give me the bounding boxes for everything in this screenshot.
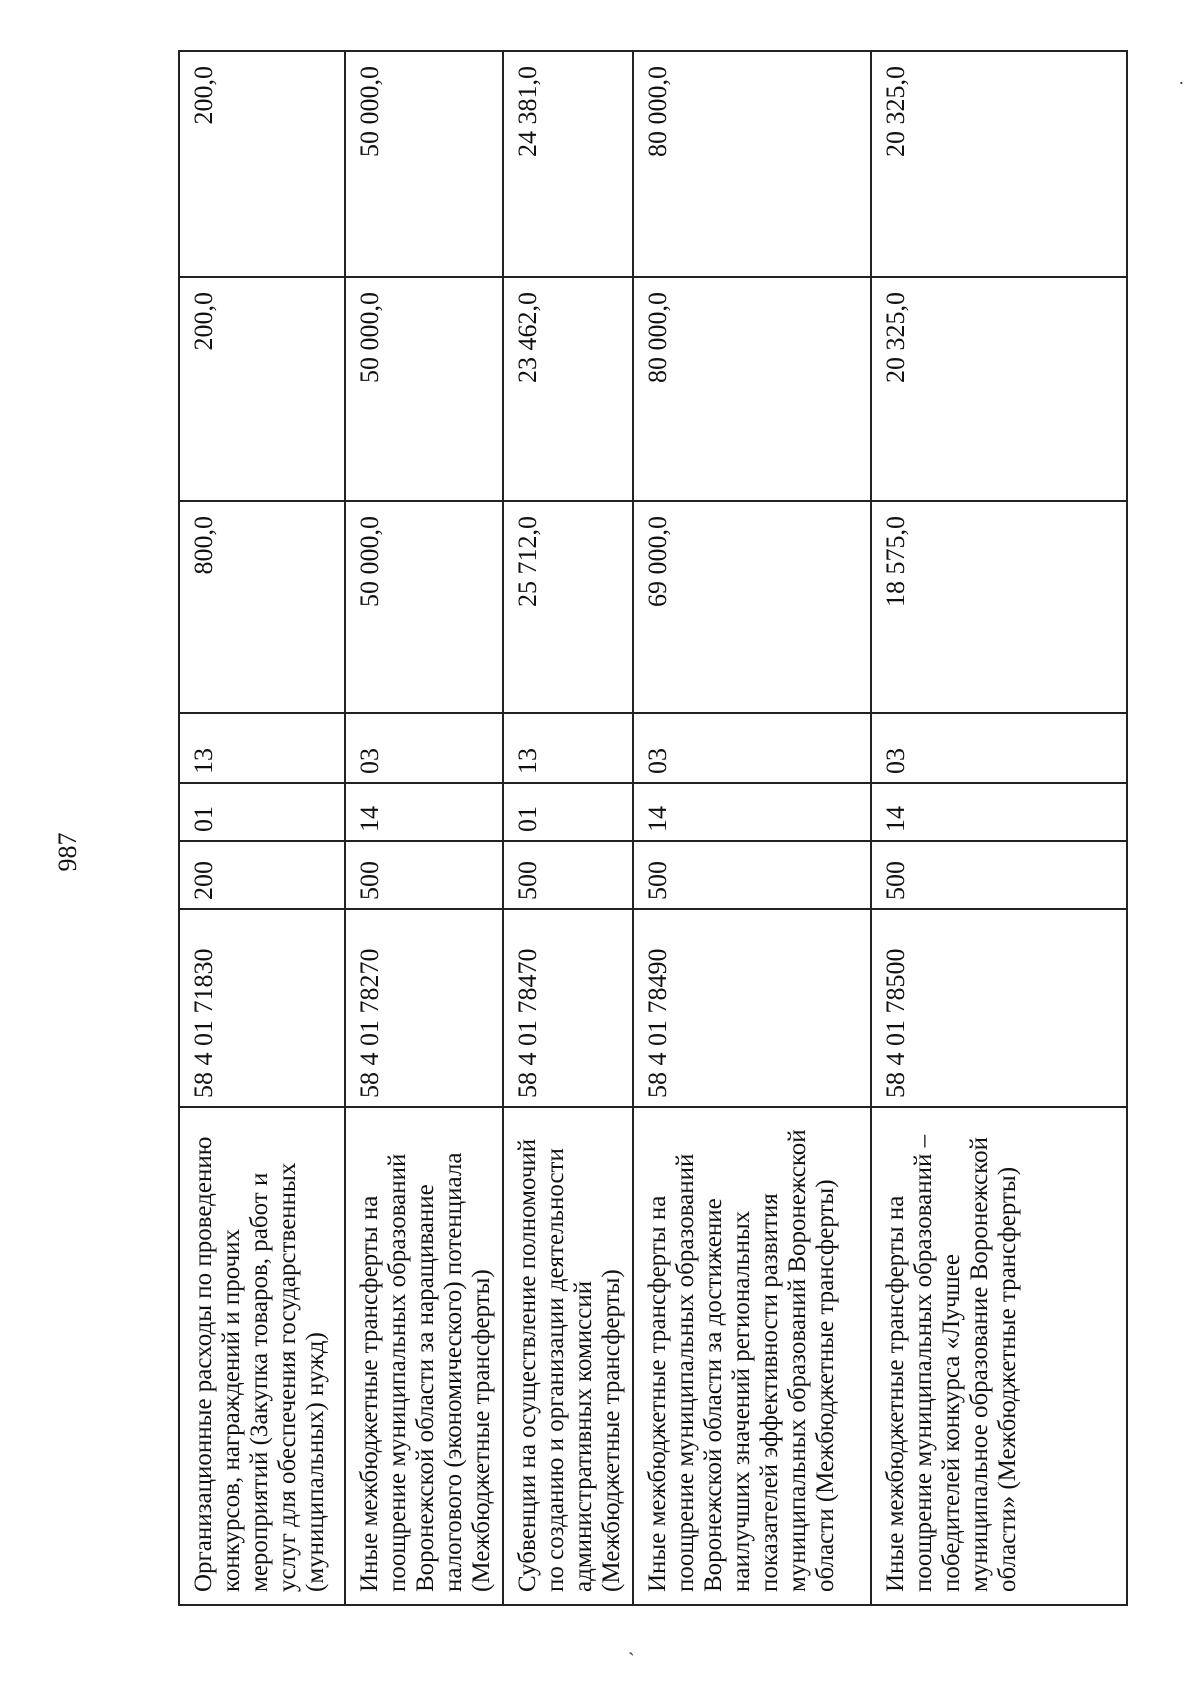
expense-type-cell: 500 [345, 841, 503, 909]
target-code-cell: 58 4 01 78500 [871, 909, 1127, 1107]
section-cell: 14 [345, 783, 503, 841]
subsection-cell: 03 [345, 713, 503, 783]
subsection-cell: 13 [179, 713, 345, 783]
amount-1-cell: 50 000,0 [345, 501, 503, 713]
row-description: Организационные расходы по проведению конкурсов, награждений и прочих мероприятий (Закупка товаров, работ и услуг для обеспечения государственных (муниципальных) нужд) [179, 1107, 345, 1605]
target-code-cell: 58 4 01 71830 [179, 909, 345, 1107]
amount-2-cell: 50 000,0 [345, 277, 503, 501]
amount-1-cell: 800,0 [179, 501, 345, 713]
subsection-cell: 13 [503, 713, 633, 783]
section-cell: 14 [871, 783, 1127, 841]
target-code-cell: 58 4 01 78470 [503, 909, 633, 1107]
section-cell: 01 [503, 783, 633, 841]
scan-speck: ˏ [628, 1634, 635, 1656]
amount-3-cell: 80 000,0 [633, 51, 871, 277]
amount-3-cell: 50 000,0 [345, 51, 503, 277]
expense-type-cell: 500 [503, 841, 633, 909]
row-description: Иные межбюджетные трансферты на поощрение муниципальных образований – победителей конкурса «Лучшее муниципальное образование Воронежской области» (Межбюджетные трансферты) [871, 1107, 1127, 1605]
table-row [503, 51, 633, 1605]
amount-1-cell: 25 712,0 [503, 501, 633, 713]
budget-table-frame [178, 52, 1126, 1606]
subsection-cell: 03 [871, 713, 1127, 783]
table-row [871, 51, 1127, 1605]
amount-2-cell: 20 325,0 [871, 277, 1127, 501]
table-row [633, 51, 871, 1605]
subsection-cell: 03 [633, 713, 871, 783]
table-row [345, 51, 503, 1605]
amount-2-cell: 80 000,0 [633, 277, 871, 501]
amount-3-cell: 24 381,0 [503, 51, 633, 277]
expense-type-cell: 500 [633, 841, 871, 909]
budget-table [178, 50, 1128, 1606]
target-code-cell: 58 4 01 78270 [345, 909, 503, 1107]
table-row [179, 51, 345, 1605]
amount-2-cell: 200,0 [179, 277, 345, 501]
amount-3-cell: 200,0 [179, 51, 345, 277]
row-description: Иные межбюджетные трансферты на поощрение муниципальных образований Воронежской области за достижение наилучших значений региональных показателей эффективности развития муниципальных образований Воронежской области (Межбюджетные трансферты) [633, 1107, 871, 1605]
expense-type-cell: 500 [871, 841, 1127, 909]
budget-table-rotated [178, 52, 1126, 1606]
section-cell: 14 [633, 783, 871, 841]
amount-2-cell: 23 462,0 [503, 277, 633, 501]
row-description: Иные межбюджетные трансферты на поощрение муниципальных образований Воронежской области за наращивание налогового (экономического) потенциала (Межбюджетные трансферты) [345, 1107, 503, 1605]
section-cell: 01 [179, 783, 345, 841]
page-number: 987 [53, 832, 82, 872]
amount-1-cell: 18 575,0 [871, 501, 1127, 713]
amount-1-cell: 69 000,0 [633, 501, 871, 713]
expense-type-cell: 200 [179, 841, 345, 909]
target-code-cell: 58 4 01 78490 [633, 909, 871, 1107]
scan-speck: ˙ [1178, 78, 1185, 100]
row-description: Субвенции на осуществление полномочий по созданию и организации деятельности административных комиссий (Межбюджетные трансферты) [503, 1107, 633, 1605]
amount-3-cell: 20 325,0 [871, 51, 1127, 277]
